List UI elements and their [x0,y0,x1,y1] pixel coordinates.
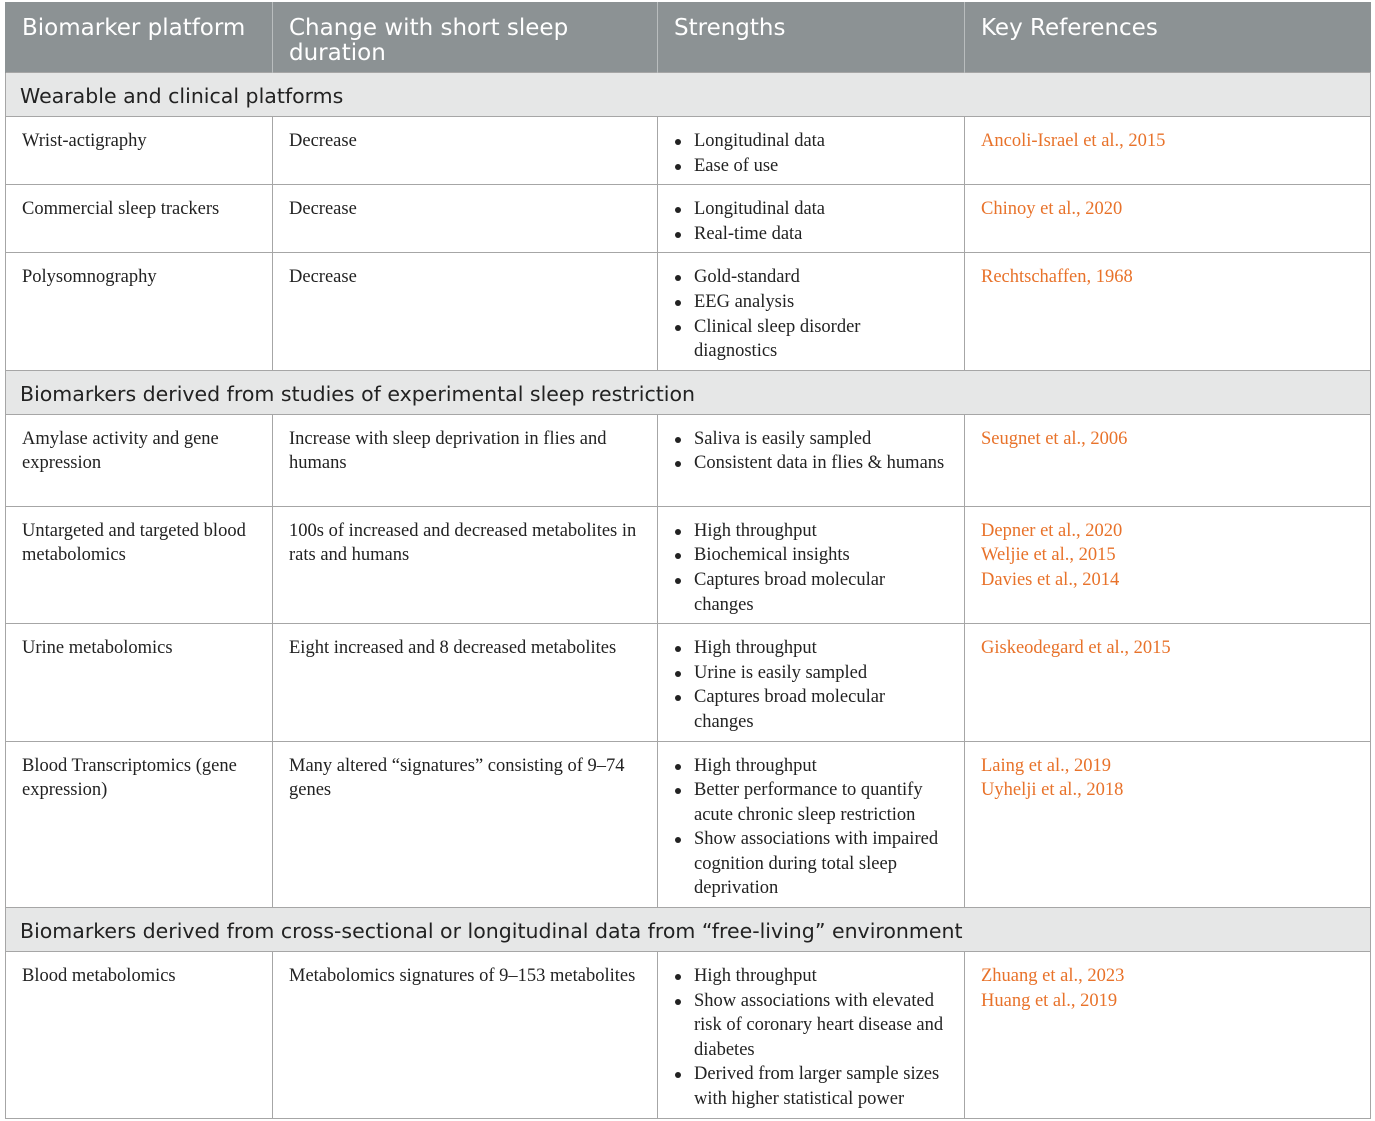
table-row [6,952,1371,1119]
strength-item: Captures broad molecular changes [674,568,948,617]
strength-item: Longitudinal data [674,197,948,222]
reference-link[interactable]: Chinoy et al., 2020 [981,199,1123,220]
cell-strengths [658,117,965,185]
strengths-list [674,129,948,178]
strengths-list [674,754,948,902]
strength-item: Consistent data in flies & humans [674,451,948,476]
section-row [6,370,1371,414]
cell-strengths [658,414,965,506]
strength-item: Saliva is easily sampled [674,427,948,452]
header-key-references: Key References [965,2,1371,73]
table-row [6,506,1371,623]
strength-item: High throughput [674,519,948,544]
strength-item: Longitudinal data [674,129,948,154]
cell-biomarker-platform: Urine metabolomics [6,624,273,741]
table-body [6,73,1371,1119]
reference-link[interactable]: Ancoli-Israel et al., 2015 [981,131,1166,151]
reference-link[interactable]: Davies et al., 2014 [981,569,1120,590]
strengths-list [674,636,948,734]
table-row [6,414,1371,506]
section-row [6,908,1371,952]
table-row [6,741,1371,908]
strength-item: EEG analysis [674,290,948,315]
reference-link[interactable]: Huang et al., 2019 [981,990,1118,1011]
strength-item: Derived from larger sample sizes with higher statistical power [674,1062,948,1111]
strength-item: Ease of use [674,154,948,179]
cell-strengths [658,253,965,370]
cell-biomarker-platform: Polysomnography [6,253,273,370]
strengths-list [674,519,948,617]
cell-biomarker-platform: Amylase activity and gene expression [6,414,273,506]
section-title: Biomarkers derived from studies of experimental sleep restriction [6,370,1371,414]
cell-change-short-sleep: Decrease [273,253,658,370]
strength-item: Show associations with impaired cognition during total sleep deprivation [674,827,948,901]
header-biomarker-platform: Biomarker platform [6,2,273,73]
strength-item: High throughput [674,636,948,661]
cell-key-references [965,624,1371,741]
strengths-list [674,427,948,476]
strength-item: High throughput [674,754,948,779]
reference-link[interactable]: Giskeodegard et al., 2015 [981,638,1171,659]
cell-biomarker-platform: Wrist-actigraphy [6,117,273,185]
strength-item: Urine is easily sampled [674,661,948,686]
strength-item: High throughput [674,964,948,989]
cell-strengths [658,624,965,741]
reference-link[interactable]: Zhuang et al., 2023 [981,966,1125,987]
biomarker-table [5,2,1371,1119]
cell-change-short-sleep: Increase with sleep deprivation in flies and humans [273,414,658,506]
strengths-list [674,265,948,363]
header-row [6,2,1371,73]
table-row [6,185,1371,253]
strengths-list [674,964,948,1112]
strength-item: Real-time data [674,222,948,247]
cell-change-short-sleep: Decrease [273,117,658,185]
strength-item: Clinical sleep disorder diagnostics [674,315,948,364]
strength-item: Captures broad molecular changes [674,685,948,734]
reference-link[interactable]: Uyhelji et al., 2018 [981,780,1124,801]
table-row [6,117,1371,185]
table-header [6,2,1371,73]
reference-link[interactable]: Weljie et al., 2015 [981,545,1116,566]
cell-strengths [658,952,965,1119]
strength-item: Biochemical insights [674,543,948,568]
cell-change-short-sleep: Many altered “signatures” consisting of 9–74 genes [273,741,658,908]
section-row [6,73,1371,117]
cell-change-short-sleep: Eight increased and 8 decreased metabolites [273,624,658,741]
cell-key-references [965,117,1371,185]
cell-change-short-sleep: Metabolomics signatures of 9–153 metabolites [273,952,658,1119]
table-row [6,624,1371,741]
strength-item: Show associations with elevated risk of coronary heart disease and diabetes [674,989,948,1063]
cell-strengths [658,741,965,908]
reference-link[interactable]: Seugnet et al., 2006 [981,428,1128,449]
cell-strengths [658,185,965,253]
strengths-list [674,197,948,246]
cell-strengths [658,506,965,623]
reference-link[interactable]: Depner et al., 2020 [981,520,1123,541]
cell-key-references [965,253,1371,370]
strength-item: Better performance to quantify acute chronic sleep restriction [674,778,948,827]
cell-key-references [965,741,1371,908]
cell-biomarker-platform: Blood Transcriptomics (gene expression) [6,741,273,908]
section-title: Wearable and clinical platforms [6,73,1371,117]
cell-change-short-sleep: 100s of increased and decreased metabolites in rats and humans [273,506,658,623]
cell-key-references [965,952,1371,1119]
cell-key-references [965,506,1371,623]
cell-change-short-sleep: Decrease [273,185,658,253]
cell-biomarker-platform: Untargeted and targeted blood metabolomics [6,506,273,623]
table-row [6,253,1371,370]
section-title: Biomarkers derived from cross-sectional or longitudinal data from “free-living” environment [6,908,1371,952]
reference-link[interactable]: Rechtschaffen, 1968 [981,267,1133,288]
header-strengths: Strengths [658,2,965,73]
header-change-short-sleep: Change with short sleep duration [273,2,658,73]
cell-biomarker-platform: Blood metabolomics [6,952,273,1119]
cell-key-references [965,414,1371,506]
reference-link[interactable]: Laing et al., 2019 [981,755,1111,776]
strength-item: Gold-standard [674,265,948,290]
cell-key-references [965,185,1371,253]
cell-biomarker-platform: Commercial sleep trackers [6,185,273,253]
